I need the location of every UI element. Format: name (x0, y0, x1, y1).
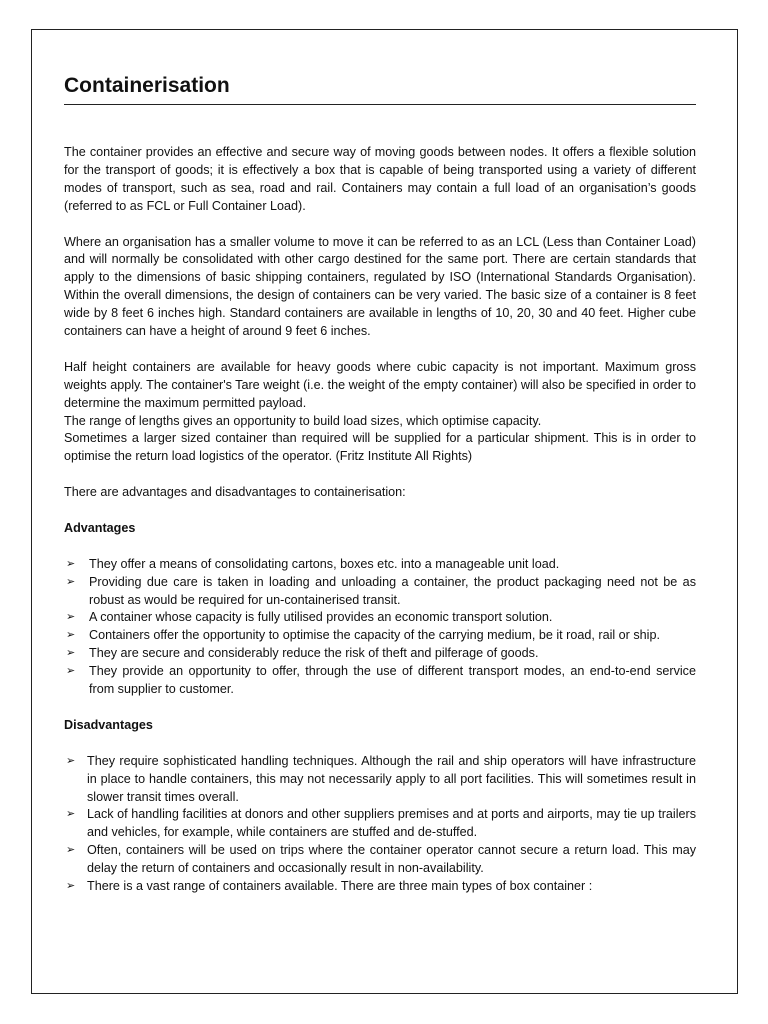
list-item: ➢ A container whose capacity is fully utilised provides an economic transport solution. (64, 609, 696, 627)
paragraph-half-height: Half height containers are available for heavy goods where cubic capacity is not important. Maximum gross weights apply. The container's Tare weight (i.e. the weight of the empty container) will also be specified in order to determine the maximum permitted payload. (64, 359, 696, 410)
disadvantages-heading: Disadvantages (64, 717, 153, 732)
list-item: ➢ Lack of handling facilities at donors and other suppliers premises and at ports and airports, may tie up trailers and vehicles, for example, while containers are stuffed and de-stuffed. (66, 807, 696, 840)
arrow-bullet-icon: ➢ (66, 611, 76, 624)
arrow-bullet-icon: ➢ (66, 665, 76, 678)
page-title: Containerisation (64, 72, 696, 105)
advantages-heading: Advantages (64, 520, 136, 535)
list-item: ➢ They require sophisticated handling techniques. Although the rail and ship operators will have infrastructure in place to handle containers, this may not necessarily apply to all port facilities. This will sometimes result in slower transit times overall. (66, 753, 696, 804)
arrow-bullet-icon: ➢ (66, 629, 76, 642)
paragraph-lengths: The range of lengths gives an opportunity to build load sizes, which optimise capacity. (64, 413, 542, 428)
arrow-bullet-icon: ➢ (66, 808, 76, 821)
arrow-bullet-icon: ➢ (66, 880, 76, 893)
paragraph-larger-container: Sometimes a larger sized container than required will be supplied for a particular shipment. This is in order to optimise the return load logistics of the operator. (Fritz Institute All Rights) (64, 431, 696, 464)
arrow-bullet-icon: ➢ (66, 754, 76, 767)
document-body (64, 72, 696, 896)
list-item: ➢ Containers offer the opportunity to optimise the capacity of the carrying medium, be it road, rail or ship. (64, 627, 696, 645)
list-item: ➢ They offer a means of consolidating cartons, boxes etc. into a manageable unit load. (64, 556, 696, 574)
paragraph-intro: The container provides an effective and secure way of moving goods between nodes. It offers a flexible solution for the transport of goods; it is effectively a box that is capable of being transported using a variety of different modes of transport, such as sea, road and rail. Containers may contain a full load of an organisation’s goods (referred to as FCL or Full Container Load). (64, 145, 696, 213)
arrow-bullet-icon: ➢ (66, 575, 76, 588)
list-item: ➢ Providing due care is taken in loading and unloading a container, the product packaging need not be as robust as would be required for un-containerised transit. (66, 574, 696, 607)
list-item: ➢ Often, containers will be used on trips where the container operator cannot secure a return load. This may delay the return of containers and occasionally result in non-availability. (66, 843, 696, 876)
arrow-bullet-icon: ➢ (66, 647, 76, 660)
arrow-bullet-icon: ➢ (66, 844, 76, 857)
list-item: ➢ They provide an opportunity to offer, through the use of different transport modes, an end-to-end service from supplier to customer. (66, 664, 696, 697)
list-item: ➢ There is a vast range of containers available. There are three main types of box container : (64, 878, 696, 896)
paragraph-lcl-standards: Where an organisation has a smaller volume to move it can be referred to as an LCL (Less than Container Load) and will normally be consolidated with other cargo destined for the same port. There are certain standards that apply to the dimensions of basic shipping containers, regulated by ISO (International Standards Organisation). Within the overall dimensions, the design of containers can be very varied. The basic size of a container is 8 feet wide by 8 feet 6 inches high. Standard containers are available in lengths of 10, 20, 30 and 40 feet. Higher cube containers can have a height of around 9 feet 6 inches. (64, 234, 696, 339)
paragraph-adv-disadv-intro: There are advantages and disadvantages to containerisation: (64, 485, 406, 500)
list-item: ➢ They are secure and considerably reduce the risk of theft and pilferage of goods. (64, 645, 696, 663)
disadvantages-list (64, 753, 696, 896)
advantages-list (64, 556, 696, 699)
arrow-bullet-icon: ➢ (66, 557, 76, 570)
